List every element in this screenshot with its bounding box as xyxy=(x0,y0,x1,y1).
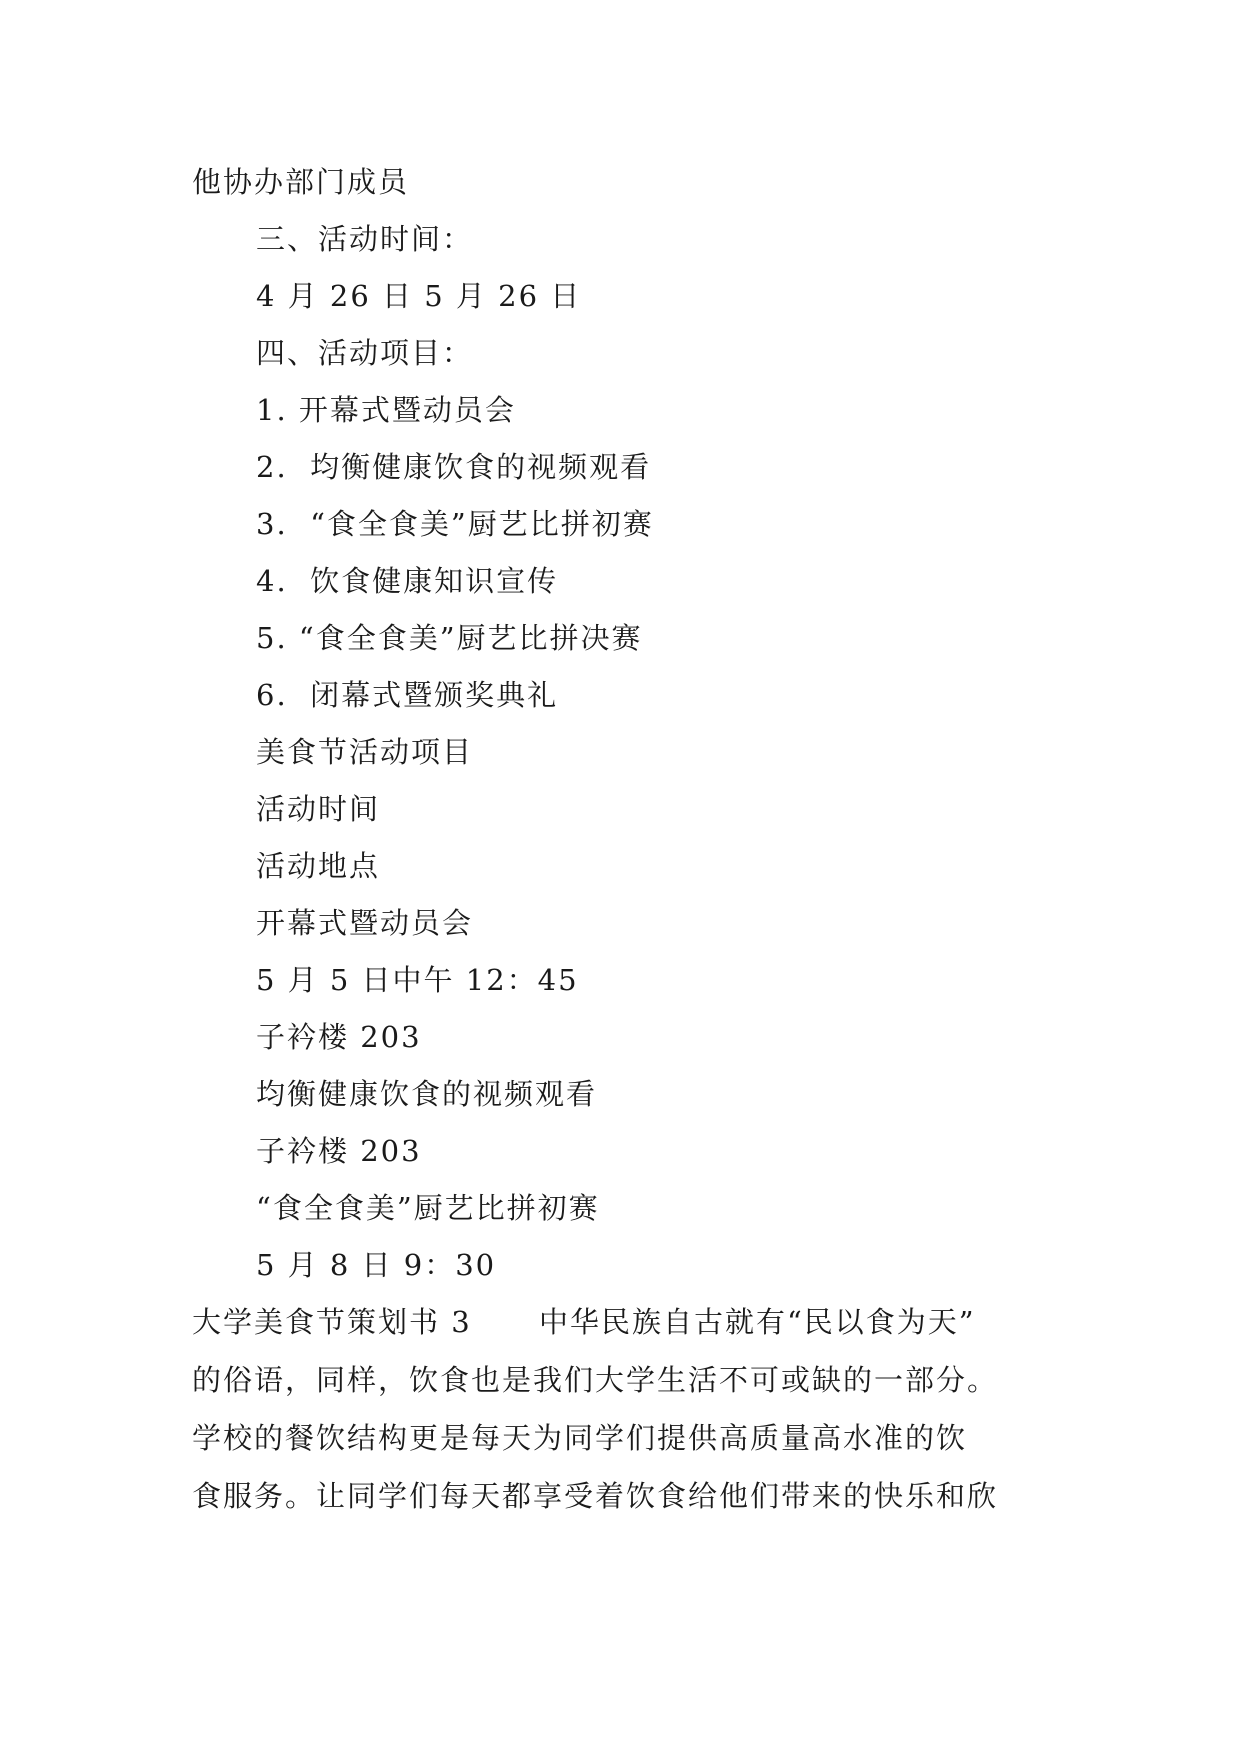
text-line: 子衿楼 203 xyxy=(256,1020,422,1054)
paragraph-line: 学校的餐饮结构更是每天为同学们提供高质量高水准的饮 xyxy=(192,1421,968,1455)
text-line: 4 月 26 日 5 月 26 日 xyxy=(256,279,582,313)
list-item: 4. 饮食健康知识宣传 xyxy=(256,564,559,598)
text-line: 美食节活动项目 xyxy=(256,735,474,769)
text-line: 活动地点 xyxy=(256,849,381,883)
list-item: 1. 开幕式暨动员会 xyxy=(256,393,516,427)
text-line: 他协办部门成员 xyxy=(192,165,410,199)
text-line: 5 月 8 日 9：30 xyxy=(256,1248,497,1282)
list-item: 3. “食全食美”厨艺比拼初赛 xyxy=(256,507,654,541)
section-heading-time: 三、活动时间： xyxy=(256,222,474,256)
section-heading-items: 四、活动项目： xyxy=(256,336,474,370)
text-line: 开幕式暨动员会 xyxy=(256,906,474,940)
list-item: 6. 闭幕式暨颁奖典礼 xyxy=(256,678,559,712)
paragraph-line: 食服务。让同学们每天都享受着饮食给他们带来的快乐和欣 xyxy=(192,1479,999,1513)
paragraph-line: 大学美食节策划书 3 中华民族自古就有“民以食为天” xyxy=(192,1305,976,1339)
text-line: 均衡健康饮食的视频观看 xyxy=(256,1077,598,1111)
text-line: “食全食美”厨艺比拼初赛 xyxy=(256,1191,600,1225)
body-paragraph xyxy=(192,1302,1092,1534)
text-line: 5 月 5 日中午 12：45 xyxy=(256,963,579,997)
text-line: 子衿楼 203 xyxy=(256,1134,422,1168)
list-item: 5. “食全食美”厨艺比拼决赛 xyxy=(256,621,643,655)
text-line: 活动时间 xyxy=(256,792,381,826)
list-item: 2. 均衡健康饮食的视频观看 xyxy=(256,450,652,484)
paragraph-line: 的俗语，同样，饮食也是我们大学生活不可或缺的一部分。 xyxy=(192,1363,999,1397)
